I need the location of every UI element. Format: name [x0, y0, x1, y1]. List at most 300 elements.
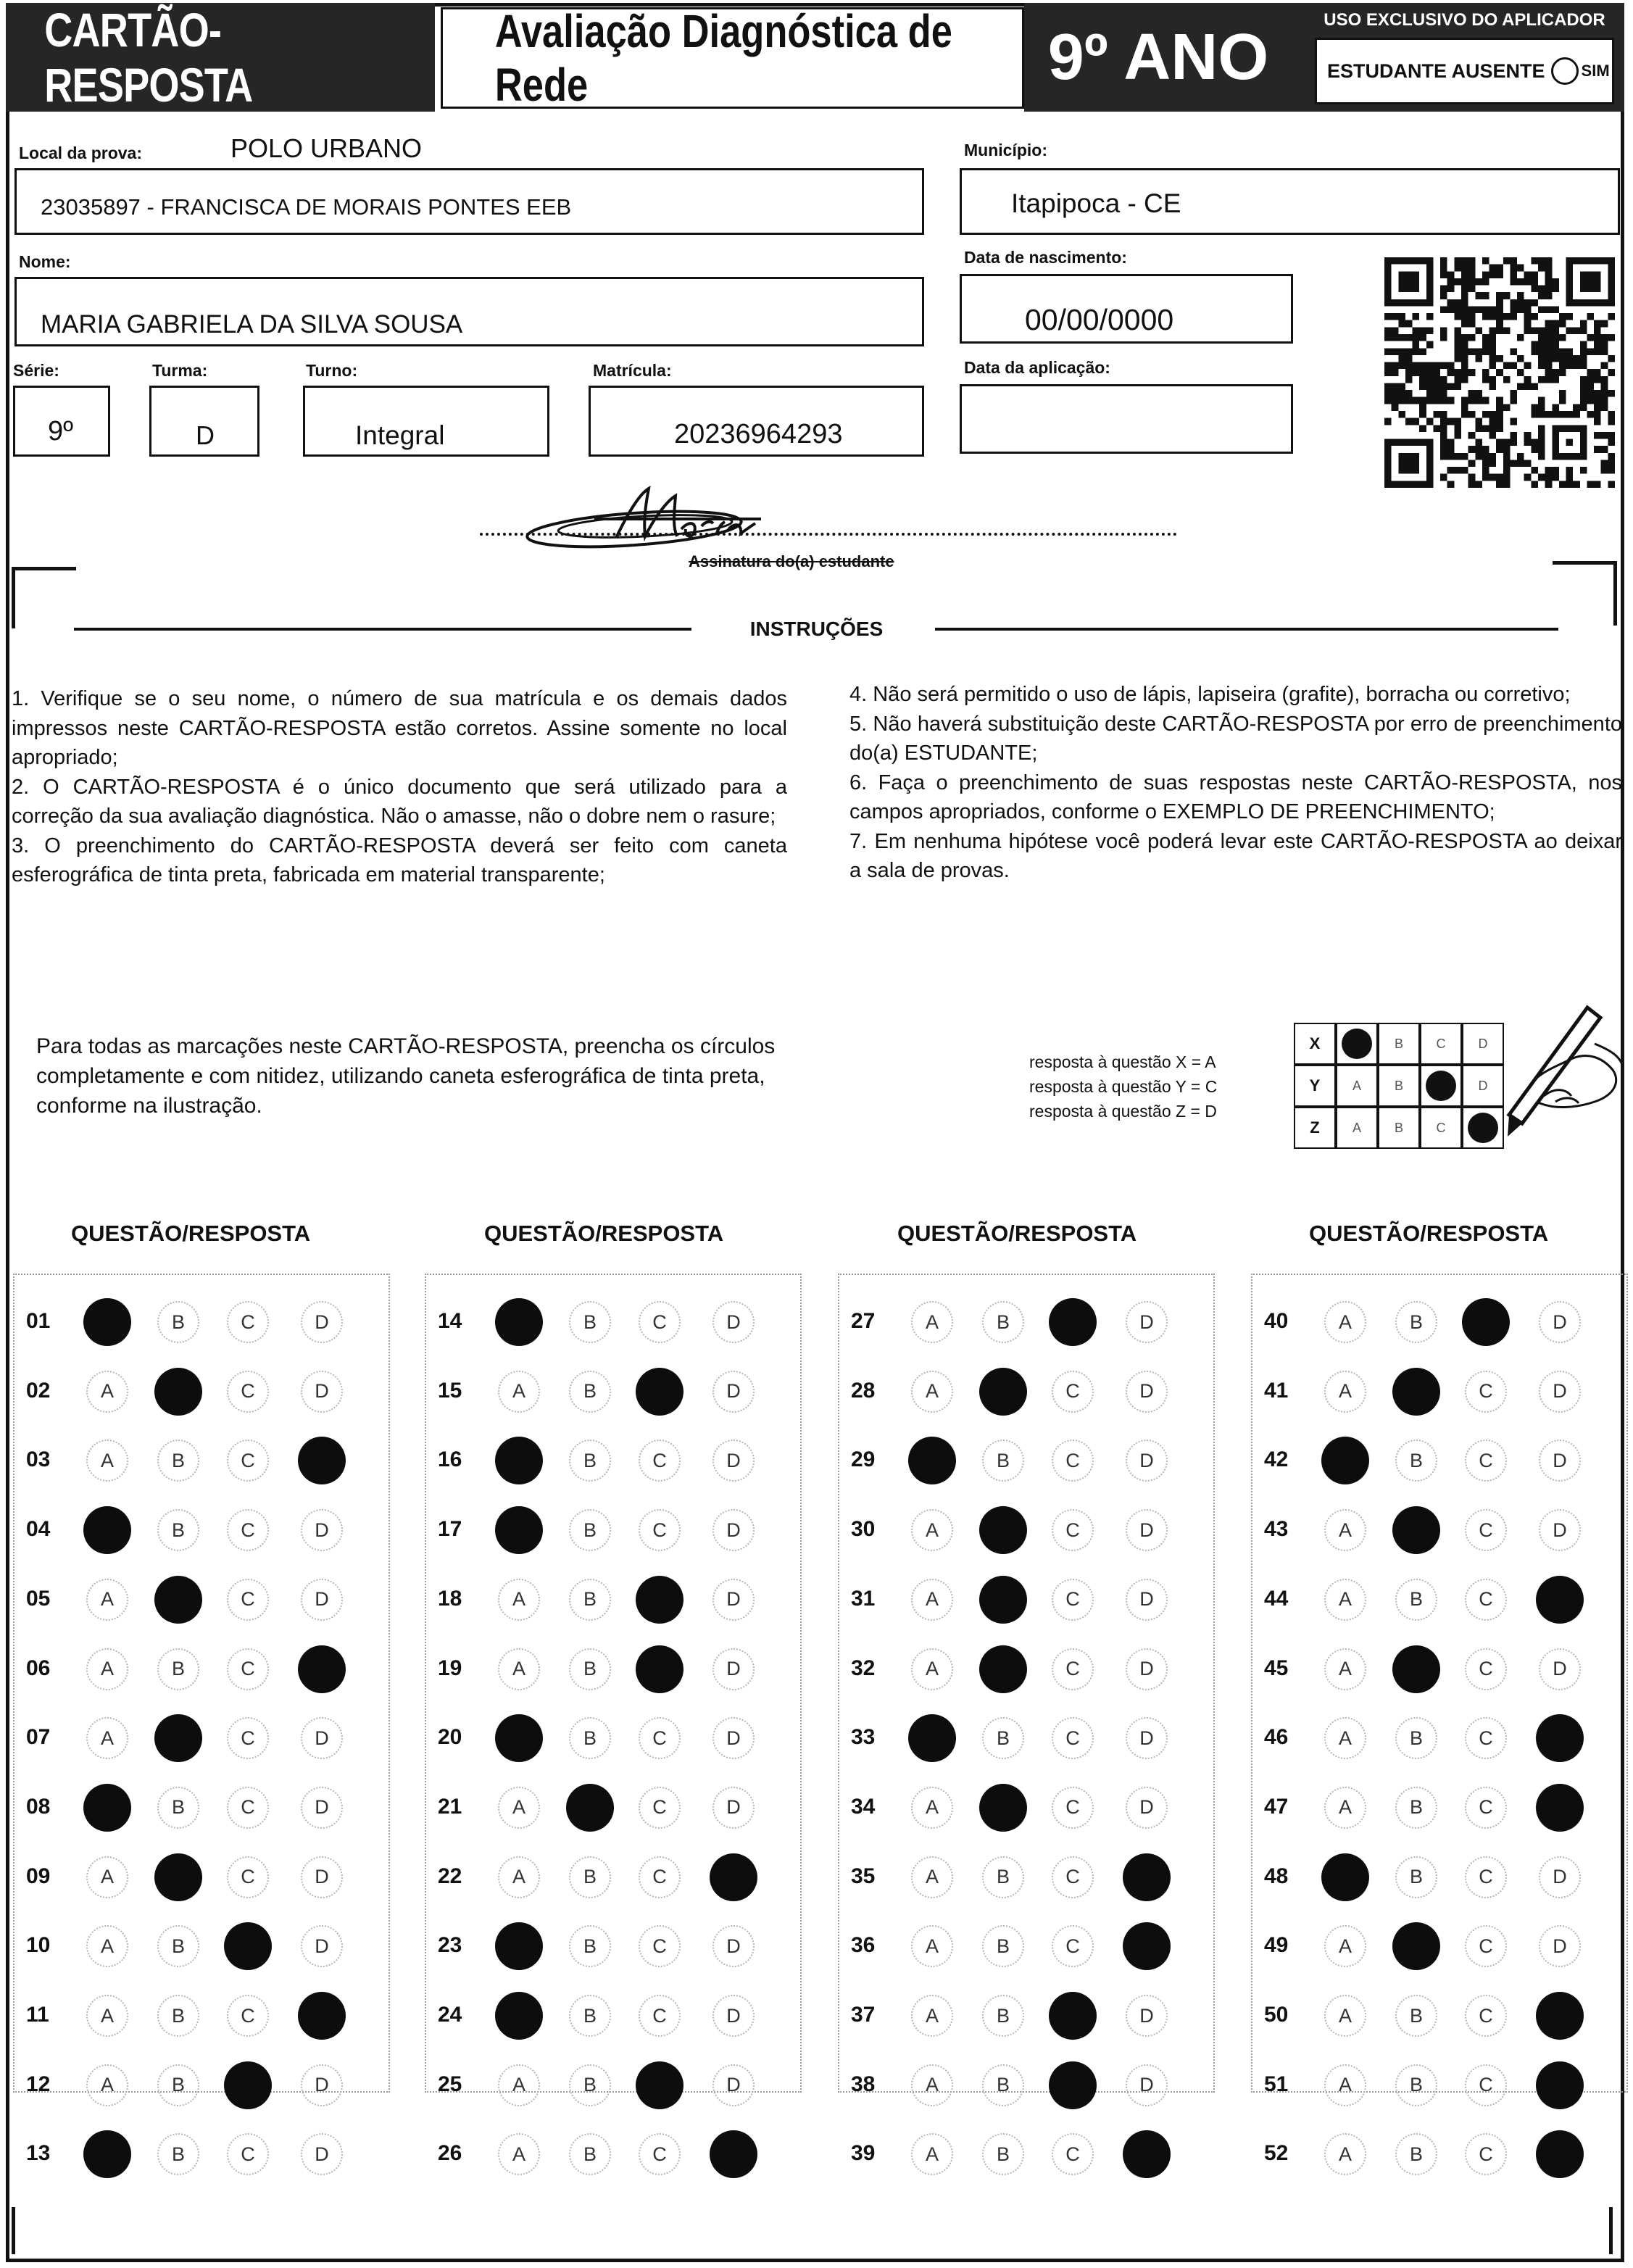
answer-bubble[interactable]: A [1324, 1648, 1366, 1690]
answer-bubble[interactable]: A [86, 1648, 128, 1690]
answer-bubble-filled[interactable] [1049, 1992, 1097, 2040]
example-option-c: C [1420, 1023, 1462, 1065]
answer-bubble[interactable]: A [498, 2133, 540, 2175]
answer-bubble[interactable]: B [982, 1995, 1024, 2037]
answer-bubble[interactable]: A [911, 1787, 953, 1829]
answer-bubble[interactable]: C [1465, 2064, 1507, 2106]
question-number: 01 [26, 1309, 51, 1333]
answer-bubble[interactable]: B [157, 1787, 199, 1829]
answer-bubble[interactable]: D [1126, 1301, 1168, 1343]
answer-bubble-filled[interactable] [154, 1714, 202, 1762]
answer-bubble[interactable]: B [157, 1925, 199, 1967]
answer-bubble[interactable]: B [1395, 1717, 1437, 1759]
answer-bubble[interactable]: B [157, 1440, 199, 1482]
serie-value: 9º [48, 416, 74, 446]
answer-bubble-filled[interactable] [979, 1576, 1027, 1624]
answer-bubble[interactable]: A [1324, 2064, 1366, 2106]
question-number: 22 [438, 1864, 462, 1888]
answer-bubble[interactable]: A [498, 1648, 540, 1690]
answer-bubble[interactable]: C [639, 1925, 681, 1967]
answer-bubble[interactable]: D [712, 1995, 755, 2037]
corner-bracket-bottom-left [12, 2207, 18, 2254]
answer-bubble-filled[interactable] [1462, 1298, 1510, 1346]
question-number: 14 [438, 1309, 462, 1333]
answer-bubble[interactable]: A [86, 1371, 128, 1413]
answer-bubble[interactable]: D [1539, 1301, 1581, 1343]
question-number: 45 [1264, 1656, 1289, 1680]
answer-bubble[interactable]: D [301, 1301, 343, 1343]
answer-bubble[interactable]: A [86, 1925, 128, 1967]
question-number: 28 [851, 1378, 876, 1403]
answer-bubble[interactable]: C [227, 1995, 269, 2037]
answer-bubble-filled[interactable] [636, 1645, 683, 1693]
answer-bubble[interactable]: C [227, 2133, 269, 2175]
answer-bubble[interactable]: D [301, 1579, 343, 1621]
answer-bubble[interactable]: A [1324, 1717, 1366, 1759]
answer-bubble[interactable]: D [1126, 1787, 1168, 1829]
answer-bubble[interactable]: C [227, 1787, 269, 1829]
example-option-d: D [1462, 1023, 1504, 1065]
answer-bubble[interactable]: D [301, 1787, 343, 1829]
answer-bubble[interactable]: D [712, 1648, 755, 1690]
instruction-2: 2. O CARTÃO-RESPOSTA é o único documento que será utilizado para a correção da sua avaliação diagnóstica. Não o amasse, não o dobre nem o rasure; [12, 775, 787, 828]
answer-bubble-filled[interactable] [83, 1784, 131, 1832]
answer-bubble-filled[interactable] [1536, 1992, 1584, 2040]
answer-bubble[interactable]: D [1126, 1995, 1168, 2037]
instructions-right-column [849, 680, 1622, 886]
question-number: 35 [851, 1864, 876, 1888]
question-number: 34 [851, 1794, 876, 1819]
grade-title: 9º ANO [1047, 20, 1269, 94]
answer-bubble[interactable]: D [1126, 2064, 1168, 2106]
question-number: 15 [438, 1378, 462, 1403]
answer-bubble[interactable]: A [498, 1856, 540, 1898]
answer-bubble-filled[interactable] [495, 1437, 543, 1484]
answer-bubble[interactable]: B [1395, 2133, 1437, 2175]
answer-bubble[interactable]: D [712, 1925, 755, 1967]
answer-bubble[interactable]: B [569, 1925, 611, 1967]
answer-bubble-filled[interactable] [224, 1922, 272, 1970]
answer-bubble-filled[interactable] [83, 1506, 131, 1554]
answer-bubble-filled[interactable] [154, 1853, 202, 1901]
answer-bubble[interactable]: D [1126, 1648, 1168, 1690]
answer-bubble-filled[interactable] [1049, 1298, 1097, 1346]
answer-bubble[interactable]: B [1395, 1579, 1437, 1621]
question-number: 43 [1264, 1517, 1289, 1542]
example-line-z: resposta à questão Z = D [1029, 1102, 1217, 1121]
question-number: 08 [26, 1794, 51, 1819]
answer-bubble[interactable]: C [1465, 1648, 1507, 1690]
answer-bubble-filled[interactable] [495, 1922, 543, 1970]
question-number: 38 [851, 2072, 876, 2096]
answer-bubble-filled[interactable] [1536, 2130, 1584, 2178]
example-option-d: D [1462, 1065, 1504, 1107]
question-number: 27 [851, 1309, 876, 1333]
answer-bubble[interactable]: C [1465, 1995, 1507, 2037]
answer-bubble[interactable]: C [639, 1301, 681, 1343]
question-number: 39 [851, 2141, 876, 2166]
answer-bubble[interactable]: A [911, 1301, 953, 1343]
answer-bubble[interactable]: D [301, 2133, 343, 2175]
question-number: 02 [26, 1378, 51, 1403]
answer-bubble[interactable]: A [911, 1925, 953, 1967]
card-title [6, 3, 435, 112]
question-number: 44 [1264, 1586, 1289, 1611]
answer-bubble[interactable]: A [911, 1995, 953, 2037]
answer-bubble[interactable]: B [982, 2064, 1024, 2106]
question-number: 29 [851, 1447, 876, 1472]
answer-bubble[interactable]: C [1052, 1509, 1094, 1551]
answer-bubble[interactable]: C [639, 1509, 681, 1551]
answer-bubble[interactable]: D [712, 1787, 755, 1829]
answer-bubble[interactable]: C [1052, 1717, 1094, 1759]
local-value: POLO URBANO [230, 133, 423, 163]
answer-bubble[interactable]: C [639, 1440, 681, 1482]
answer-bubble[interactable]: B [569, 1509, 611, 1551]
answer-bubble[interactable]: C [639, 1856, 681, 1898]
answer-bubble[interactable]: C [1465, 2133, 1507, 2175]
answer-bubble[interactable]: A [1324, 1925, 1366, 1967]
answer-bubble[interactable]: C [1052, 1371, 1094, 1413]
answer-bubble[interactable]: B [1395, 1787, 1437, 1829]
column-title-2: QUESTÃO/RESPOSTA [484, 1221, 724, 1246]
applicator-title: USO EXCLUSIVO DO APLICADOR [1324, 10, 1605, 30]
answer-bubble[interactable]: C [639, 2133, 681, 2175]
answer-bubble[interactable]: A [1324, 2133, 1366, 2175]
qr-code-icon [1384, 257, 1615, 488]
turma-label: Turma: [152, 361, 208, 380]
answer-bubble[interactable]: A [1324, 1787, 1366, 1829]
answer-bubble-filled[interactable] [566, 1784, 614, 1832]
answer-bubble[interactable]: A [911, 1648, 953, 1690]
answer-bubble[interactable]: C [639, 1717, 681, 1759]
instruction-7: 7. Em nenhuma hipótese você poderá levar este CARTÃO-RESPOSTA ao deixar a sala de provas. [849, 829, 1622, 882]
question-number: 10 [26, 1933, 51, 1958]
corner-bracket-top-right [1553, 561, 1617, 626]
answer-bubble-filled[interactable] [979, 1784, 1027, 1832]
answer-bubble-filled[interactable] [710, 1853, 757, 1901]
answer-bubble-filled[interactable] [636, 1576, 683, 1624]
answer-bubble[interactable]: C [227, 1301, 269, 1343]
answer-bubble[interactable]: D [1126, 1440, 1168, 1482]
answer-bubble-filled[interactable] [979, 1506, 1027, 1554]
answer-bubble[interactable]: B [982, 1717, 1024, 1759]
answer-bubble-filled[interactable] [1049, 2061, 1097, 2109]
question-number: 26 [438, 2141, 462, 2166]
example-filled-dot [1342, 1029, 1372, 1059]
answer-bubble[interactable]: B [982, 2133, 1024, 2175]
question-number: 11 [26, 2003, 49, 2027]
answer-bubble[interactable]: D [1126, 1509, 1168, 1551]
question-number: 07 [26, 1725, 51, 1750]
municipio-value: Itapipoca - CE [1011, 188, 1181, 218]
question-number: 46 [1264, 1725, 1289, 1750]
turma-value: D [196, 420, 215, 450]
answer-bubble[interactable]: C [1465, 1371, 1507, 1413]
fill-instructions: Para todas as marcações neste CARTÃO-RESPOSTA, preencha os círculos completamente e com nitidez, utilizando caneta esferográfica de tinta preta, conforme na ilustração. [36, 1034, 776, 1118]
turno-value: Integral [355, 420, 445, 450]
answer-bubble[interactable]: D [1539, 1856, 1581, 1898]
answer-bubble[interactable]: D [1126, 1579, 1168, 1621]
answer-bubble[interactable]: A [86, 1717, 128, 1759]
answer-bubble[interactable]: D [301, 1371, 343, 1413]
answer-bubble[interactable]: D [1539, 1440, 1581, 1482]
question-number: 06 [26, 1656, 51, 1680]
answer-bubble[interactable]: C [1465, 1717, 1507, 1759]
answer-bubble-filled[interactable] [1536, 2061, 1584, 2109]
answer-bubble[interactable]: D [1539, 1925, 1581, 1967]
answer-bubble[interactable]: D [712, 2064, 755, 2106]
question-number: 20 [438, 1725, 462, 1750]
answer-bubble[interactable]: B [982, 1301, 1024, 1343]
answer-bubble[interactable]: B [569, 1579, 611, 1621]
answer-bubble[interactable]: A [911, 1371, 953, 1413]
question-number: 23 [438, 1933, 462, 1958]
instruction-3: 3. O preenchimento do CARTÃO-RESPOSTA deverá ser feito com caneta esferográfica de tinta preta, fabricada em material transparente; [12, 834, 787, 886]
question-number: 36 [851, 1933, 876, 1958]
answer-bubble[interactable]: B [982, 1440, 1024, 1482]
answer-bubble[interactable]: B [569, 1995, 611, 2037]
answer-bubble[interactable]: C [227, 1648, 269, 1690]
absent-checkbox[interactable] [1551, 57, 1579, 85]
answer-bubble[interactable]: D [301, 1717, 343, 1759]
answer-bubble-filled[interactable] [154, 1368, 202, 1416]
column-title-4: QUESTÃO/RESPOSTA [1309, 1221, 1549, 1246]
answer-bubble-filled[interactable] [1123, 2130, 1171, 2178]
answer-bubble[interactable]: D [712, 1717, 755, 1759]
answer-bubble[interactable]: C [1465, 1579, 1507, 1621]
answer-bubble[interactable]: A [86, 2064, 128, 2106]
answer-bubble[interactable]: B [157, 1509, 199, 1551]
answer-bubble[interactable]: A [911, 1509, 953, 1551]
answer-bubble[interactable]: D [301, 1925, 343, 1967]
school-value: 23035897 - FRANCISCA DE MORAIS PONTES EEB [41, 194, 572, 220]
answer-bubble[interactable]: B [157, 1648, 199, 1690]
answer-bubble-filled[interactable] [495, 1298, 543, 1346]
answer-bubble[interactable]: B [157, 2133, 199, 2175]
answer-bubble[interactable]: A [1324, 1995, 1366, 2037]
answer-bubble[interactable]: A [1324, 1301, 1366, 1343]
absent-label: ESTUDANTE AUSENTE [1327, 59, 1545, 82]
answer-bubble-filled[interactable] [1392, 1506, 1440, 1554]
answer-bubble[interactable]: A [1324, 1371, 1366, 1413]
answer-bubble[interactable]: B [157, 2064, 199, 2106]
answer-bubble[interactable]: B [569, 1440, 611, 1482]
answer-bubble-filled[interactable] [83, 1298, 131, 1346]
answer-bubble[interactable]: B [982, 1856, 1024, 1898]
answer-bubble[interactable]: A [498, 1579, 540, 1621]
instruction-1: 1. Verifique se o seu nome, o número de sua matrícula e os demais dados impressos neste CARTÃO-RESPOSTA estão corretos. Assine somente no local apropriado; [12, 687, 787, 769]
answer-bubble-filled[interactable] [1321, 1853, 1369, 1901]
question-number: 18 [438, 1586, 462, 1611]
answer-bubble[interactable]: C [1052, 1925, 1094, 1967]
answer-bubble[interactable]: D [1126, 1371, 1168, 1413]
question-number: 49 [1264, 1933, 1289, 1958]
answer-bubble[interactable]: A [911, 1579, 953, 1621]
question-number: 04 [26, 1517, 51, 1542]
answer-bubble-filled[interactable] [298, 1645, 346, 1693]
answer-bubble[interactable]: D [1126, 1717, 1168, 1759]
instruction-4: 4. Não será permitido o uso de lápis, lapiseira (grafite), borracha ou corretivo; [849, 683, 1571, 706]
example-line-y: resposta à questão Y = C [1029, 1077, 1218, 1096]
signature-caption: Assinatura do(a) estudante [689, 552, 894, 570]
answer-bubble-filled[interactable] [1123, 1853, 1171, 1901]
answer-bubble[interactable]: A [86, 1995, 128, 2037]
answer-bubble[interactable]: D [712, 1440, 755, 1482]
answer-bubble-filled[interactable] [1392, 1645, 1440, 1693]
example-option-a: A [1336, 1107, 1378, 1149]
question-number: 03 [26, 1447, 51, 1472]
answer-bubble[interactable]: C [1465, 1856, 1507, 1898]
answer-bubble-filled[interactable] [636, 2061, 683, 2109]
answer-bubble[interactable]: C [227, 1579, 269, 1621]
answer-bubble[interactable]: B [569, 2064, 611, 2106]
answer-bubble-filled[interactable] [1321, 1437, 1369, 1484]
answer-bubble[interactable]: C [639, 1995, 681, 2037]
answer-bubble[interactable]: C [1465, 1440, 1507, 1482]
answer-bubble-filled[interactable] [979, 1368, 1027, 1416]
answer-bubble-filled[interactable] [298, 1992, 346, 2040]
answer-bubble[interactable]: D [301, 2064, 343, 2106]
answer-bubble-filled[interactable] [154, 1576, 202, 1624]
question-number: 50 [1264, 2003, 1289, 2027]
answer-bubble-filled[interactable] [1536, 1576, 1584, 1624]
answer-bubble[interactable]: D [712, 1301, 755, 1343]
instruction-6: 6. Faça o preenchimento de suas respostas neste CARTÃO-RESPOSTA, nos campos apropriados, conforme o EXEMPLO DE PREENCHIMENTO; [849, 770, 1622, 823]
answer-bubble[interactable]: A [911, 2133, 953, 2175]
answer-bubble[interactable]: B [1395, 1856, 1437, 1898]
answer-bubble[interactable]: D [301, 1856, 343, 1898]
answer-bubble[interactable]: C [1052, 1648, 1094, 1690]
answer-bubble-filled[interactable] [83, 2130, 131, 2178]
answer-bubble[interactable]: C [1052, 2133, 1094, 2175]
answer-bubble[interactable]: B [569, 1648, 611, 1690]
answer-bubble[interactable]: C [1465, 1925, 1507, 1967]
answer-bubble[interactable]: C [227, 1509, 269, 1551]
answer-bubble[interactable]: B [1395, 1440, 1437, 1482]
example-tag-x: X [1294, 1023, 1336, 1065]
answer-bubble-filled[interactable] [495, 1992, 543, 2040]
question-number: 42 [1264, 1447, 1289, 1472]
answer-bubble[interactable]: A [498, 1787, 540, 1829]
question-number: 33 [851, 1725, 876, 1750]
answer-bubble[interactable]: A [1324, 1579, 1366, 1621]
answer-bubble[interactable]: A [911, 2064, 953, 2106]
answer-bubble[interactable]: B [157, 1301, 199, 1343]
exam-title-text: Avaliação Diagnóstica de Rede [494, 5, 952, 111]
example-option-c: C [1420, 1107, 1462, 1149]
exam-title [441, 7, 1024, 109]
answer-bubble[interactable]: A [498, 2064, 540, 2106]
answer-bubble[interactable]: C [1052, 1440, 1094, 1482]
answer-bubble-filled[interactable] [495, 1714, 543, 1762]
question-number: 47 [1264, 1794, 1289, 1819]
answer-bubble[interactable]: A [1324, 1509, 1366, 1551]
answer-bubble-filled[interactable] [298, 1437, 346, 1484]
answer-bubble-filled[interactable] [636, 1368, 683, 1416]
corner-bracket-bottom-right [1595, 2207, 1613, 2254]
answer-bubble[interactable]: B [982, 1925, 1024, 1967]
answer-bubble-filled[interactable] [1392, 1368, 1440, 1416]
question-number: 13 [26, 2141, 51, 2166]
answer-bubble[interactable]: D [1539, 1509, 1581, 1551]
answer-bubble[interactable]: C [1052, 1787, 1094, 1829]
answer-bubble[interactable]: C [227, 1856, 269, 1898]
answer-bubble[interactable]: C [1465, 1509, 1507, 1551]
answer-bubble[interactable]: C [1052, 1579, 1094, 1621]
answer-bubble[interactable]: C [639, 1787, 681, 1829]
answer-bubble[interactable]: B [569, 1717, 611, 1759]
answer-bubble[interactable]: A [86, 1579, 128, 1621]
card-title-text: CARTÃO-RESPOSTA [44, 3, 253, 112]
answer-bubble[interactable]: A [911, 1856, 953, 1898]
answer-bubble-filled[interactable] [1123, 1922, 1171, 1970]
answer-bubble[interactable]: C [227, 1717, 269, 1759]
example-filled-dot [1426, 1071, 1456, 1101]
question-number: 31 [851, 1586, 876, 1611]
answer-bubble[interactable]: B [1395, 2064, 1437, 2106]
example-option-b: B [1378, 1107, 1420, 1149]
answer-bubble-filled[interactable] [224, 2061, 272, 2109]
answer-bubble[interactable]: D [712, 1579, 755, 1621]
answer-bubble[interactable]: B [569, 1371, 611, 1413]
answer-bubble[interactable]: C [227, 1371, 269, 1413]
answer-bubble-filled[interactable] [495, 1506, 543, 1554]
aplicacao-field [960, 384, 1293, 454]
answer-bubble[interactable]: B [157, 1995, 199, 2037]
answer-bubble[interactable]: C [227, 1440, 269, 1482]
instruction-5: 5. Não haverá substituição deste CARTÃO-RESPOSTA por erro de preenchimento do(a) ESTUDANTE; [849, 712, 1622, 765]
answer-bubble[interactable]: D [301, 1509, 343, 1551]
answer-bubble-filled[interactable] [908, 1437, 956, 1484]
answer-bubble[interactable]: B [1395, 1301, 1437, 1343]
instructions-left-column [12, 684, 787, 890]
absent-box [1315, 38, 1614, 104]
municipio-label: Município: [964, 141, 1047, 159]
answer-bubble[interactable]: D [1539, 1648, 1581, 1690]
answer-bubble-filled[interactable] [908, 1714, 956, 1762]
answer-bubble[interactable]: B [569, 1856, 611, 1898]
question-number: 19 [438, 1656, 462, 1680]
example-option-a: A [1336, 1065, 1378, 1107]
answer-bubble[interactable]: D [712, 1509, 755, 1551]
answer-bubble-filled[interactable] [1392, 1922, 1440, 1970]
answer-bubble[interactable]: C [1052, 1856, 1094, 1898]
question-number: 48 [1264, 1864, 1289, 1888]
column-title-3: QUESTÃO/RESPOSTA [897, 1221, 1137, 1246]
question-number: 25 [438, 2072, 462, 2096]
answer-bubble-filled[interactable] [1536, 1714, 1584, 1762]
answer-bubble[interactable]: D [712, 1371, 755, 1413]
answer-bubble[interactable]: A [86, 1856, 128, 1898]
answer-bubble-filled[interactable] [710, 2130, 757, 2178]
example-line-x: resposta à questão X = A [1029, 1052, 1216, 1071]
question-number: 41 [1264, 1378, 1289, 1403]
answer-bubble[interactable]: B [569, 2133, 611, 2175]
question-number: 09 [26, 1864, 51, 1888]
answer-bubble[interactable]: A [498, 1371, 540, 1413]
answer-bubble[interactable]: B [569, 1301, 611, 1343]
answer-bubble[interactable]: D [1539, 1371, 1581, 1413]
example-option-b: B [1378, 1023, 1420, 1065]
answer-bubble-filled[interactable] [1536, 1784, 1584, 1832]
answer-bubble-filled[interactable] [979, 1645, 1027, 1693]
turno-label: Turno: [306, 361, 358, 380]
answer-bubble[interactable]: C [1465, 1787, 1507, 1829]
absent-yes-label: SIM [1581, 62, 1610, 80]
answer-bubble[interactable]: B [1395, 1995, 1437, 2037]
answer-bubble[interactable]: A [86, 1440, 128, 1482]
